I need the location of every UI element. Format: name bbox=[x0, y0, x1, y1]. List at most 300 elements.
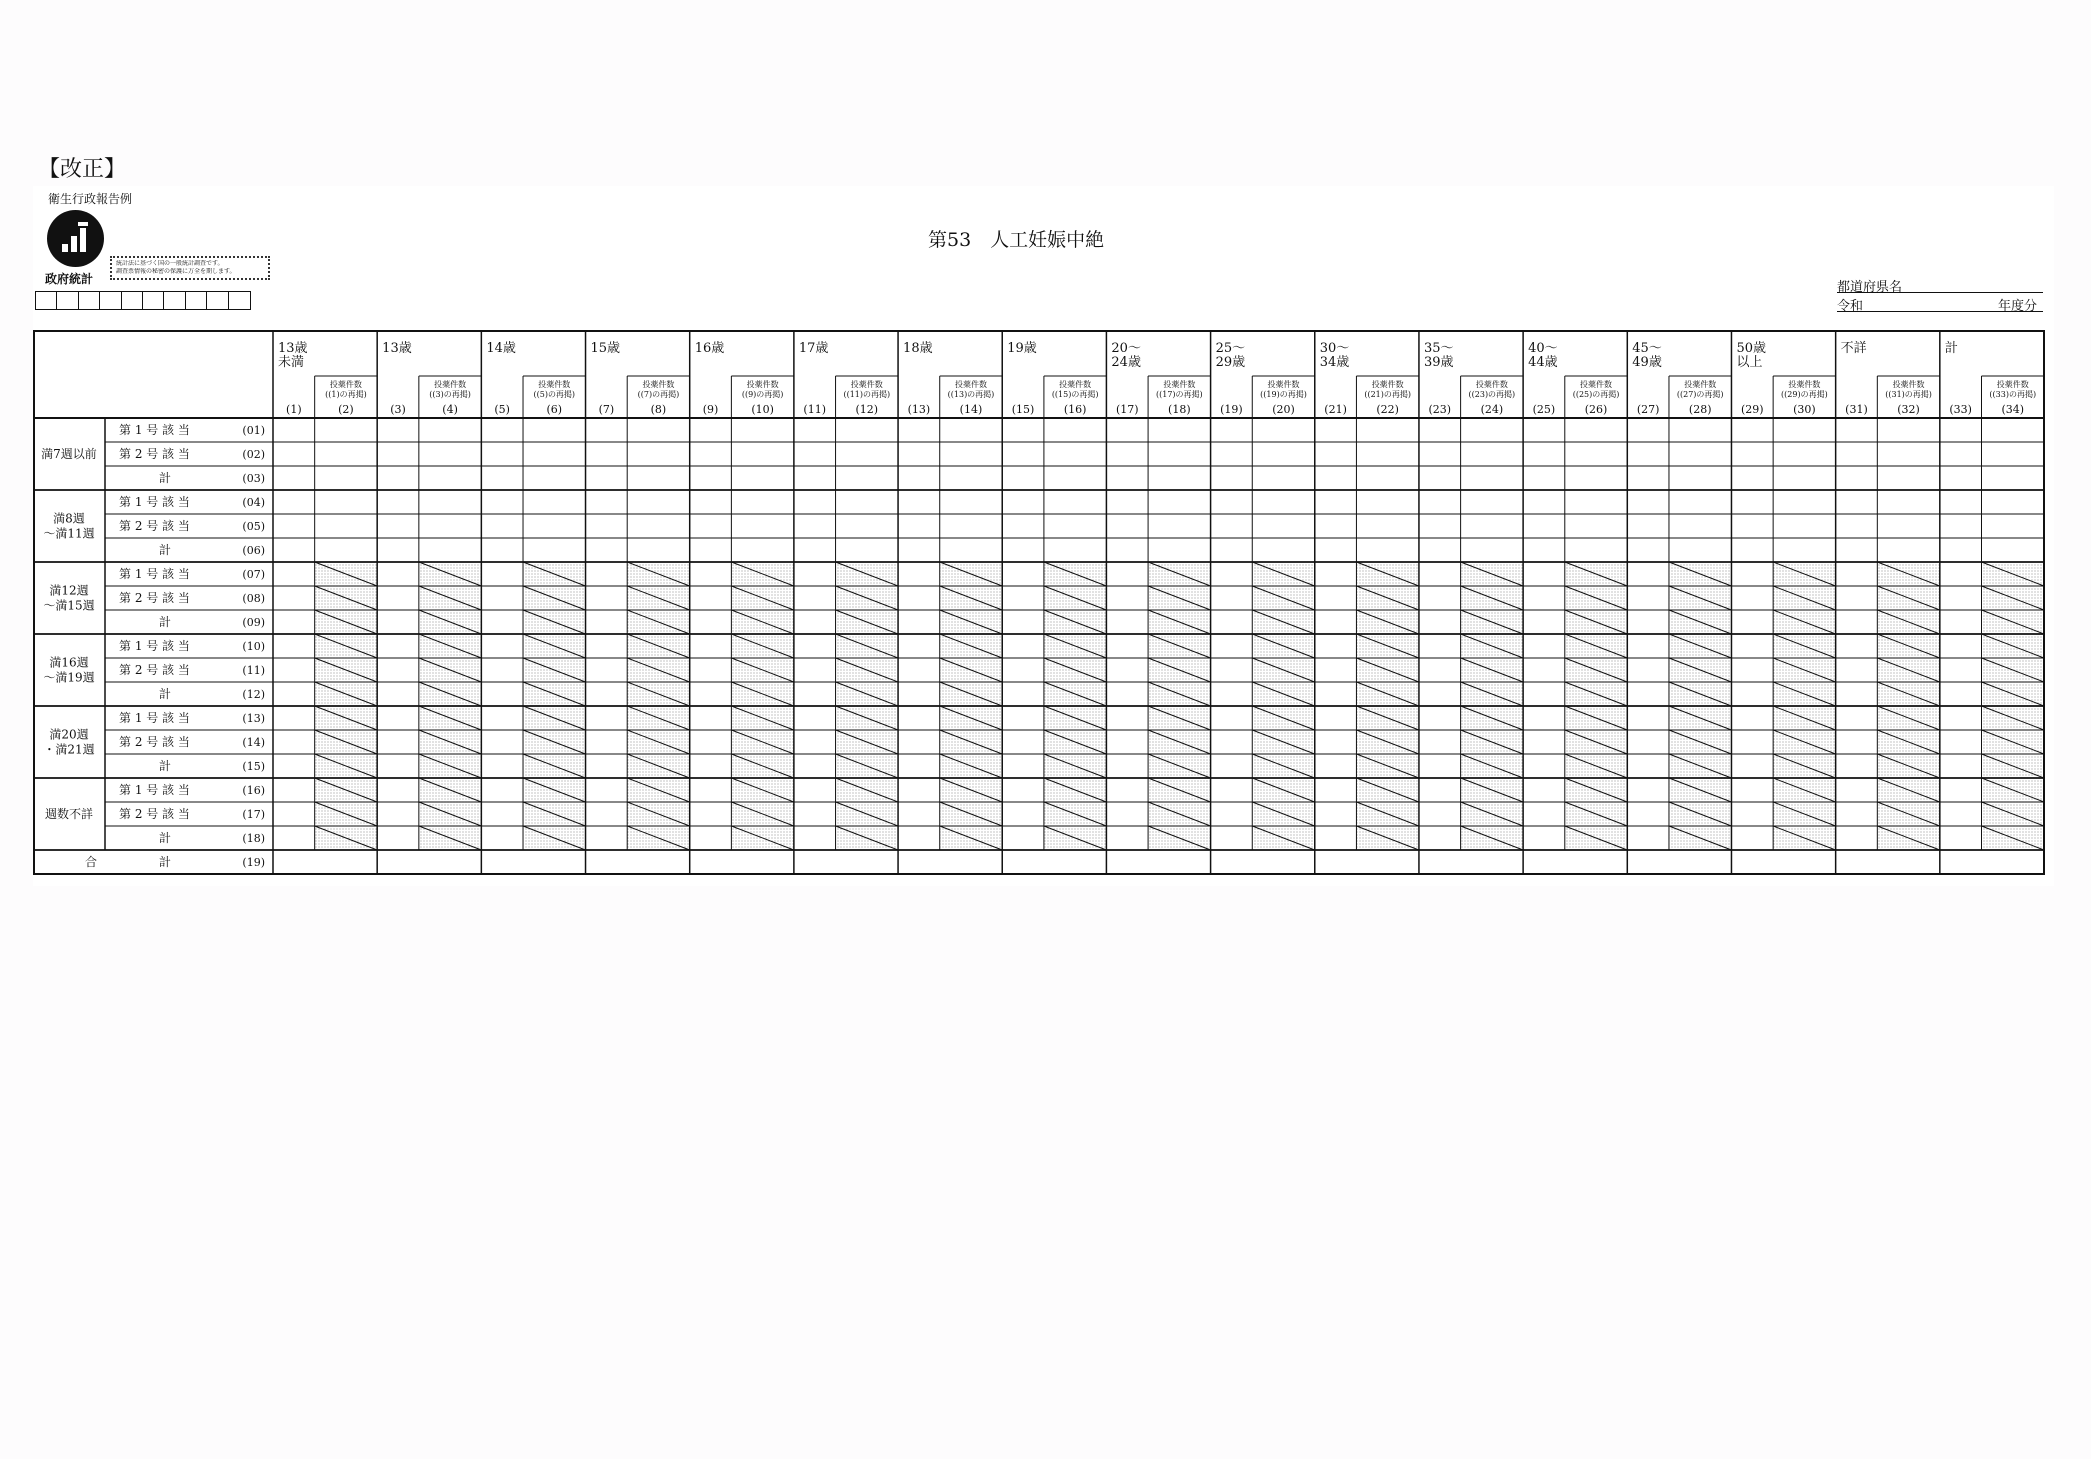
data-cell[interactable] bbox=[794, 562, 836, 586]
medication-cell[interactable] bbox=[836, 490, 899, 514]
medication-cell[interactable] bbox=[1356, 514, 1419, 538]
data-cell[interactable] bbox=[1106, 442, 1148, 466]
data-cell[interactable] bbox=[690, 442, 732, 466]
data-cell[interactable] bbox=[794, 706, 836, 730]
data-cell[interactable] bbox=[690, 826, 732, 850]
data-cell[interactable] bbox=[1627, 418, 1669, 442]
medication-cell[interactable] bbox=[940, 466, 1003, 490]
data-cell[interactable] bbox=[1627, 730, 1669, 754]
total-cell[interactable] bbox=[1315, 850, 1419, 874]
data-cell[interactable] bbox=[1106, 562, 1148, 586]
data-cell[interactable] bbox=[1315, 682, 1357, 706]
data-cell[interactable] bbox=[1627, 442, 1669, 466]
data-cell[interactable] bbox=[481, 730, 523, 754]
data-cell[interactable] bbox=[1523, 466, 1565, 490]
medication-cell[interactable] bbox=[1877, 442, 1940, 466]
data-cell[interactable] bbox=[1836, 826, 1878, 850]
data-cell[interactable] bbox=[1731, 418, 1773, 442]
data-cell[interactable] bbox=[1211, 418, 1253, 442]
data-cell[interactable] bbox=[377, 682, 419, 706]
data-cell[interactable] bbox=[1523, 610, 1565, 634]
data-cell[interactable] bbox=[377, 586, 419, 610]
data-cell[interactable] bbox=[1211, 706, 1253, 730]
data-cell[interactable] bbox=[1627, 610, 1669, 634]
data-cell[interactable] bbox=[794, 826, 836, 850]
data-cell[interactable] bbox=[586, 706, 628, 730]
data-cell[interactable] bbox=[481, 442, 523, 466]
data-cell[interactable] bbox=[1315, 610, 1357, 634]
data-cell[interactable] bbox=[586, 514, 628, 538]
medication-cell[interactable] bbox=[315, 538, 378, 562]
data-cell[interactable] bbox=[690, 802, 732, 826]
data-cell[interactable] bbox=[1731, 802, 1773, 826]
id-box-1[interactable] bbox=[36, 292, 57, 309]
data-cell[interactable] bbox=[273, 490, 315, 514]
medication-cell[interactable] bbox=[1877, 418, 1940, 442]
data-cell[interactable] bbox=[1106, 586, 1148, 610]
id-box-7[interactable] bbox=[164, 292, 185, 309]
data-cell[interactable] bbox=[1940, 730, 1982, 754]
data-cell[interactable] bbox=[794, 514, 836, 538]
data-cell[interactable] bbox=[1002, 754, 1044, 778]
data-cell[interactable] bbox=[377, 514, 419, 538]
data-cell[interactable] bbox=[586, 778, 628, 802]
data-cell[interactable] bbox=[1211, 442, 1253, 466]
data-cell[interactable] bbox=[1731, 586, 1773, 610]
data-cell[interactable] bbox=[273, 682, 315, 706]
data-cell[interactable] bbox=[377, 538, 419, 562]
medication-cell[interactable] bbox=[1669, 442, 1732, 466]
total-cell[interactable] bbox=[586, 850, 690, 874]
data-cell[interactable] bbox=[273, 562, 315, 586]
data-cell[interactable] bbox=[690, 658, 732, 682]
medication-cell[interactable] bbox=[836, 538, 899, 562]
data-cell[interactable] bbox=[1211, 802, 1253, 826]
data-cell[interactable] bbox=[1419, 562, 1461, 586]
id-box-8[interactable] bbox=[186, 292, 207, 309]
data-cell[interactable] bbox=[1731, 826, 1773, 850]
data-cell[interactable] bbox=[1419, 706, 1461, 730]
data-cell[interactable] bbox=[1419, 610, 1461, 634]
data-cell[interactable] bbox=[1523, 658, 1565, 682]
data-cell[interactable] bbox=[1836, 706, 1878, 730]
data-cell[interactable] bbox=[1731, 538, 1773, 562]
data-cell[interactable] bbox=[1731, 490, 1773, 514]
data-cell[interactable] bbox=[1211, 658, 1253, 682]
data-cell[interactable] bbox=[1002, 706, 1044, 730]
data-cell[interactable] bbox=[1627, 802, 1669, 826]
data-cell[interactable] bbox=[1315, 754, 1357, 778]
data-cell[interactable] bbox=[481, 490, 523, 514]
medication-cell[interactable] bbox=[940, 490, 1003, 514]
data-cell[interactable] bbox=[1419, 682, 1461, 706]
data-cell[interactable] bbox=[1627, 538, 1669, 562]
data-cell[interactable] bbox=[1836, 754, 1878, 778]
data-cell[interactable] bbox=[1627, 826, 1669, 850]
data-cell[interactable] bbox=[1940, 490, 1982, 514]
data-cell[interactable] bbox=[794, 778, 836, 802]
medication-cell[interactable] bbox=[523, 442, 586, 466]
total-cell[interactable] bbox=[1002, 850, 1106, 874]
data-cell[interactable] bbox=[1211, 490, 1253, 514]
data-cell[interactable] bbox=[1627, 778, 1669, 802]
data-cell[interactable] bbox=[1940, 514, 1982, 538]
data-cell[interactable] bbox=[794, 730, 836, 754]
data-cell[interactable] bbox=[273, 802, 315, 826]
medication-cell[interactable] bbox=[1877, 514, 1940, 538]
data-cell[interactable] bbox=[690, 730, 732, 754]
data-cell[interactable] bbox=[586, 730, 628, 754]
data-cell[interactable] bbox=[377, 634, 419, 658]
data-cell[interactable] bbox=[1315, 826, 1357, 850]
data-cell[interactable] bbox=[1731, 706, 1773, 730]
data-cell[interactable] bbox=[1731, 754, 1773, 778]
medication-cell[interactable] bbox=[1148, 442, 1211, 466]
medication-cell[interactable] bbox=[1252, 490, 1315, 514]
data-cell[interactable] bbox=[481, 610, 523, 634]
total-cell[interactable] bbox=[1940, 850, 2044, 874]
data-cell[interactable] bbox=[1523, 538, 1565, 562]
medication-cell[interactable] bbox=[1461, 490, 1524, 514]
data-cell[interactable] bbox=[1836, 658, 1878, 682]
medication-cell[interactable] bbox=[836, 442, 899, 466]
data-cell[interactable] bbox=[1002, 418, 1044, 442]
medication-cell[interactable] bbox=[1565, 538, 1628, 562]
data-cell[interactable] bbox=[1836, 490, 1878, 514]
medication-cell[interactable] bbox=[1356, 490, 1419, 514]
data-cell[interactable] bbox=[1731, 442, 1773, 466]
data-cell[interactable] bbox=[1627, 682, 1669, 706]
data-cell[interactable] bbox=[1211, 730, 1253, 754]
medication-cell[interactable] bbox=[1981, 514, 2044, 538]
data-cell[interactable] bbox=[794, 682, 836, 706]
data-cell[interactable] bbox=[1211, 826, 1253, 850]
medication-cell[interactable] bbox=[731, 466, 794, 490]
data-cell[interactable] bbox=[1940, 586, 1982, 610]
data-cell[interactable] bbox=[1940, 658, 1982, 682]
medication-cell[interactable] bbox=[1773, 538, 1836, 562]
data-cell[interactable] bbox=[690, 418, 732, 442]
medication-cell[interactable] bbox=[1461, 418, 1524, 442]
data-cell[interactable] bbox=[1419, 802, 1461, 826]
data-cell[interactable] bbox=[1940, 634, 1982, 658]
data-cell[interactable] bbox=[1627, 634, 1669, 658]
data-cell[interactable] bbox=[586, 562, 628, 586]
data-cell[interactable] bbox=[690, 562, 732, 586]
medication-cell[interactable] bbox=[627, 466, 690, 490]
data-cell[interactable] bbox=[1211, 634, 1253, 658]
id-box-10[interactable] bbox=[229, 292, 250, 309]
data-cell[interactable] bbox=[794, 466, 836, 490]
data-cell[interactable] bbox=[586, 802, 628, 826]
medication-cell[interactable] bbox=[1148, 418, 1211, 442]
id-box-2[interactable] bbox=[57, 292, 78, 309]
data-cell[interactable] bbox=[794, 442, 836, 466]
total-cell[interactable] bbox=[273, 850, 377, 874]
data-cell[interactable] bbox=[377, 802, 419, 826]
data-cell[interactable] bbox=[1315, 634, 1357, 658]
data-cell[interactable] bbox=[1940, 682, 1982, 706]
data-cell[interactable] bbox=[1106, 634, 1148, 658]
data-cell[interactable] bbox=[794, 754, 836, 778]
data-cell[interactable] bbox=[1419, 538, 1461, 562]
data-cell[interactable] bbox=[1211, 682, 1253, 706]
data-cell[interactable] bbox=[377, 562, 419, 586]
data-cell[interactable] bbox=[898, 538, 940, 562]
data-cell[interactable] bbox=[1419, 658, 1461, 682]
data-cell[interactable] bbox=[481, 466, 523, 490]
medication-cell[interactable] bbox=[836, 418, 899, 442]
data-cell[interactable] bbox=[1419, 778, 1461, 802]
medication-cell[interactable] bbox=[1252, 466, 1315, 490]
data-cell[interactable] bbox=[1836, 586, 1878, 610]
data-cell[interactable] bbox=[898, 682, 940, 706]
medication-cell[interactable] bbox=[1461, 538, 1524, 562]
data-cell[interactable] bbox=[1836, 538, 1878, 562]
data-cell[interactable] bbox=[1315, 658, 1357, 682]
data-cell[interactable] bbox=[377, 658, 419, 682]
medication-cell[interactable] bbox=[1669, 466, 1732, 490]
medication-cell[interactable] bbox=[627, 538, 690, 562]
data-cell[interactable] bbox=[1315, 490, 1357, 514]
data-cell[interactable] bbox=[690, 514, 732, 538]
data-cell[interactable] bbox=[898, 706, 940, 730]
data-cell[interactable] bbox=[1002, 562, 1044, 586]
medication-cell[interactable] bbox=[627, 490, 690, 514]
data-cell[interactable] bbox=[1940, 418, 1982, 442]
medication-cell[interactable] bbox=[419, 514, 482, 538]
medication-cell[interactable] bbox=[1252, 538, 1315, 562]
data-cell[interactable] bbox=[1836, 418, 1878, 442]
medication-cell[interactable] bbox=[1461, 442, 1524, 466]
data-cell[interactable] bbox=[1836, 802, 1878, 826]
medication-cell[interactable] bbox=[315, 418, 378, 442]
data-cell[interactable] bbox=[898, 826, 940, 850]
data-cell[interactable] bbox=[1731, 682, 1773, 706]
medication-cell[interactable] bbox=[731, 538, 794, 562]
total-cell[interactable] bbox=[1731, 850, 1835, 874]
data-cell[interactable] bbox=[898, 442, 940, 466]
data-cell[interactable] bbox=[1419, 730, 1461, 754]
data-cell[interactable] bbox=[1106, 730, 1148, 754]
data-cell[interactable] bbox=[1002, 730, 1044, 754]
data-cell[interactable] bbox=[1315, 538, 1357, 562]
data-cell[interactable] bbox=[377, 826, 419, 850]
data-cell[interactable] bbox=[273, 730, 315, 754]
data-cell[interactable] bbox=[377, 730, 419, 754]
data-cell[interactable] bbox=[1106, 778, 1148, 802]
data-cell[interactable] bbox=[1523, 778, 1565, 802]
data-cell[interactable] bbox=[898, 610, 940, 634]
fiscal-year-input-line[interactable] bbox=[1837, 311, 2043, 312]
data-cell[interactable] bbox=[481, 754, 523, 778]
total-cell[interactable] bbox=[1627, 850, 1731, 874]
medication-cell[interactable] bbox=[1565, 418, 1628, 442]
medication-cell[interactable] bbox=[1773, 514, 1836, 538]
medication-cell[interactable] bbox=[419, 442, 482, 466]
data-cell[interactable] bbox=[1731, 466, 1773, 490]
data-cell[interactable] bbox=[273, 538, 315, 562]
medication-cell[interactable] bbox=[1981, 418, 2044, 442]
data-cell[interactable] bbox=[1211, 754, 1253, 778]
data-cell[interactable] bbox=[1940, 442, 1982, 466]
data-cell[interactable] bbox=[481, 778, 523, 802]
data-cell[interactable] bbox=[1419, 490, 1461, 514]
medication-cell[interactable] bbox=[523, 418, 586, 442]
data-cell[interactable] bbox=[377, 418, 419, 442]
data-cell[interactable] bbox=[794, 802, 836, 826]
data-cell[interactable] bbox=[898, 802, 940, 826]
data-cell[interactable] bbox=[794, 658, 836, 682]
data-cell[interactable] bbox=[690, 466, 732, 490]
medication-cell[interactable] bbox=[1252, 418, 1315, 442]
data-cell[interactable] bbox=[1836, 778, 1878, 802]
data-cell[interactable] bbox=[1106, 514, 1148, 538]
medication-cell[interactable] bbox=[1565, 466, 1628, 490]
data-cell[interactable] bbox=[1731, 778, 1773, 802]
data-cell[interactable] bbox=[586, 682, 628, 706]
medication-cell[interactable] bbox=[1981, 466, 2044, 490]
data-cell[interactable] bbox=[1523, 490, 1565, 514]
data-cell[interactable] bbox=[1627, 562, 1669, 586]
data-cell[interactable] bbox=[794, 610, 836, 634]
data-cell[interactable] bbox=[1731, 634, 1773, 658]
data-cell[interactable] bbox=[1836, 442, 1878, 466]
data-cell[interactable] bbox=[1523, 514, 1565, 538]
data-cell[interactable] bbox=[273, 418, 315, 442]
data-cell[interactable] bbox=[1419, 634, 1461, 658]
data-cell[interactable] bbox=[1002, 514, 1044, 538]
data-cell[interactable] bbox=[273, 442, 315, 466]
medication-cell[interactable] bbox=[315, 442, 378, 466]
data-cell[interactable] bbox=[690, 538, 732, 562]
data-cell[interactable] bbox=[1627, 466, 1669, 490]
id-box-5[interactable] bbox=[122, 292, 143, 309]
medication-cell[interactable] bbox=[1044, 514, 1107, 538]
medication-cell[interactable] bbox=[1565, 514, 1628, 538]
data-cell[interactable] bbox=[481, 826, 523, 850]
medication-cell[interactable] bbox=[940, 442, 1003, 466]
medication-cell[interactable] bbox=[1461, 514, 1524, 538]
medication-cell[interactable] bbox=[836, 466, 899, 490]
data-cell[interactable] bbox=[1523, 634, 1565, 658]
medication-cell[interactable] bbox=[1044, 442, 1107, 466]
data-cell[interactable] bbox=[1211, 466, 1253, 490]
data-cell[interactable] bbox=[1106, 418, 1148, 442]
data-cell[interactable] bbox=[1106, 490, 1148, 514]
data-cell[interactable] bbox=[1002, 778, 1044, 802]
medication-cell[interactable] bbox=[315, 466, 378, 490]
data-cell[interactable] bbox=[1940, 562, 1982, 586]
medication-cell[interactable] bbox=[1877, 490, 1940, 514]
data-cell[interactable] bbox=[1731, 610, 1773, 634]
data-cell[interactable] bbox=[794, 634, 836, 658]
data-cell[interactable] bbox=[481, 514, 523, 538]
data-cell[interactable] bbox=[898, 586, 940, 610]
data-cell[interactable] bbox=[1002, 442, 1044, 466]
data-cell[interactable] bbox=[1002, 658, 1044, 682]
data-cell[interactable] bbox=[1002, 826, 1044, 850]
data-cell[interactable] bbox=[1419, 442, 1461, 466]
medication-cell[interactable] bbox=[731, 490, 794, 514]
data-cell[interactable] bbox=[1211, 586, 1253, 610]
medication-cell[interactable] bbox=[1565, 490, 1628, 514]
medication-cell[interactable] bbox=[940, 418, 1003, 442]
data-cell[interactable] bbox=[586, 586, 628, 610]
data-cell[interactable] bbox=[273, 658, 315, 682]
medication-cell[interactable] bbox=[1356, 538, 1419, 562]
medication-cell[interactable] bbox=[1981, 490, 2044, 514]
data-cell[interactable] bbox=[377, 706, 419, 730]
data-cell[interactable] bbox=[481, 418, 523, 442]
total-cell[interactable] bbox=[794, 850, 898, 874]
data-cell[interactable] bbox=[1627, 514, 1669, 538]
data-cell[interactable] bbox=[794, 586, 836, 610]
data-cell[interactable] bbox=[1836, 466, 1878, 490]
total-cell[interactable] bbox=[1419, 850, 1523, 874]
data-cell[interactable] bbox=[273, 586, 315, 610]
data-cell[interactable] bbox=[690, 778, 732, 802]
medication-cell[interactable] bbox=[1981, 442, 2044, 466]
medication-cell[interactable] bbox=[523, 538, 586, 562]
total-cell[interactable] bbox=[690, 850, 794, 874]
medication-cell[interactable] bbox=[1148, 466, 1211, 490]
medication-cell[interactable] bbox=[1252, 514, 1315, 538]
data-cell[interactable] bbox=[1419, 514, 1461, 538]
data-cell[interactable] bbox=[898, 514, 940, 538]
data-cell[interactable] bbox=[481, 538, 523, 562]
data-cell[interactable] bbox=[1315, 442, 1357, 466]
data-cell[interactable] bbox=[1211, 778, 1253, 802]
total-cell[interactable] bbox=[1836, 850, 1940, 874]
data-cell[interactable] bbox=[1106, 826, 1148, 850]
medication-cell[interactable] bbox=[1877, 466, 1940, 490]
data-cell[interactable] bbox=[690, 754, 732, 778]
data-cell[interactable] bbox=[377, 610, 419, 634]
medication-cell[interactable] bbox=[523, 466, 586, 490]
data-cell[interactable] bbox=[1315, 562, 1357, 586]
data-cell[interactable] bbox=[794, 538, 836, 562]
data-cell[interactable] bbox=[898, 418, 940, 442]
data-cell[interactable] bbox=[1315, 418, 1357, 442]
medication-cell[interactable] bbox=[419, 418, 482, 442]
id-box-6[interactable] bbox=[143, 292, 164, 309]
data-cell[interactable] bbox=[1523, 586, 1565, 610]
medication-cell[interactable] bbox=[731, 514, 794, 538]
data-cell[interactable] bbox=[1419, 466, 1461, 490]
data-cell[interactable] bbox=[481, 706, 523, 730]
data-cell[interactable] bbox=[690, 634, 732, 658]
data-cell[interactable] bbox=[898, 658, 940, 682]
data-cell[interactable] bbox=[1523, 826, 1565, 850]
data-cell[interactable] bbox=[898, 730, 940, 754]
data-cell[interactable] bbox=[1731, 658, 1773, 682]
medication-cell[interactable] bbox=[419, 538, 482, 562]
data-cell[interactable] bbox=[1940, 610, 1982, 634]
data-cell[interactable] bbox=[898, 466, 940, 490]
data-cell[interactable] bbox=[1106, 754, 1148, 778]
medication-cell[interactable] bbox=[1669, 514, 1732, 538]
medication-cell[interactable] bbox=[1669, 538, 1732, 562]
medication-cell[interactable] bbox=[627, 418, 690, 442]
data-cell[interactable] bbox=[377, 466, 419, 490]
data-cell[interactable] bbox=[1627, 586, 1669, 610]
data-cell[interactable] bbox=[1315, 514, 1357, 538]
data-cell[interactable] bbox=[1836, 562, 1878, 586]
data-cell[interactable] bbox=[1315, 706, 1357, 730]
medication-cell[interactable] bbox=[1044, 418, 1107, 442]
data-cell[interactable] bbox=[1315, 778, 1357, 802]
